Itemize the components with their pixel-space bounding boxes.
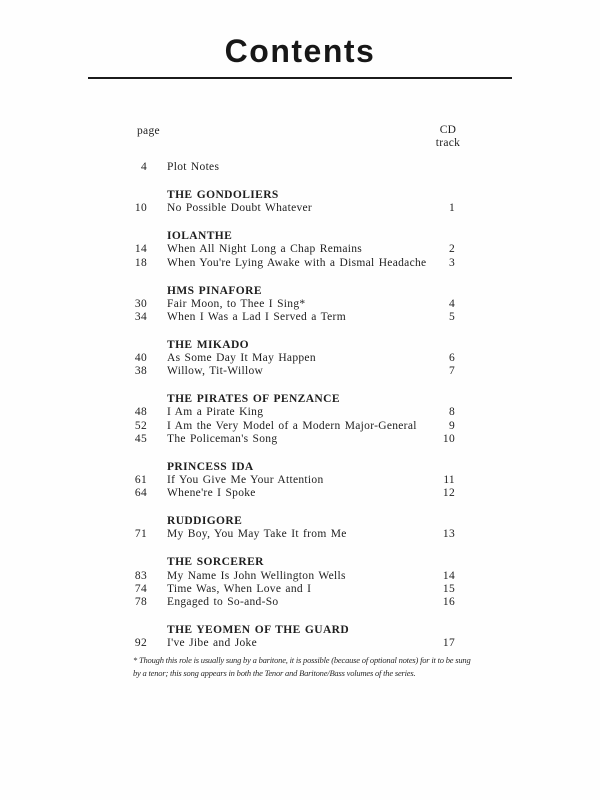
song-title: Whene're I Spoke	[167, 487, 256, 500]
song-title: My Boy, You May Take It from Me	[167, 528, 347, 541]
toc-row	[0, 583, 600, 596]
opera-group	[0, 189, 600, 215]
page-number: 64	[134, 487, 147, 500]
page-number: 40	[134, 352, 147, 365]
cd-track-number: 16	[442, 595, 455, 608]
toc-row	[0, 365, 600, 378]
toc-row	[0, 243, 600, 256]
opera-group	[0, 515, 600, 541]
toc-row	[0, 433, 600, 446]
cd-track-number: 15	[442, 582, 455, 595]
song-title: When You're Lying Awake with a Dismal Headache	[167, 256, 427, 269]
cd-label: CD	[439, 124, 457, 136]
cd-track-number: 11	[443, 473, 455, 486]
song-title: Time Was, When Love and I	[167, 582, 312, 595]
opera-section-header	[0, 624, 600, 637]
page-number: 78	[134, 595, 147, 608]
cd-track-number: 3	[448, 256, 455, 269]
page-number: 10	[134, 202, 147, 215]
page-column-header: page	[137, 125, 160, 137]
cd-track-number: 17	[442, 637, 455, 650]
page-number: 74	[134, 582, 147, 595]
cd-track-number: 14	[442, 569, 455, 582]
opera-name: THE MIKADO	[167, 338, 249, 351]
toc-row	[0, 570, 600, 583]
opera-group	[0, 339, 600, 379]
page-number: 92	[134, 637, 147, 650]
footnote: * Though this role is usually sung by a baritone, it is possible (because of optional notes) for it to be sung by a tenor; this song appears in both the Tenor and Baritone/Bass volumes of the series.	[133, 655, 471, 678]
toc-row	[0, 406, 600, 419]
page-number: 71	[134, 528, 147, 541]
entry-title: Plot Notes	[167, 161, 220, 173]
song-title: If You Give Me Your Attention	[167, 473, 324, 486]
opera-name: THE PIRATES OF PENZANCE	[167, 393, 340, 406]
opera-group	[0, 461, 600, 501]
opera-group	[0, 624, 600, 650]
page-number: 18	[134, 256, 147, 269]
track-label: track	[435, 136, 461, 149]
opera-name: PRINCESS IDA	[167, 460, 254, 473]
page-number: 30	[134, 297, 147, 310]
opera-name: THE SORCERER	[167, 556, 264, 569]
cd-track-column-header	[420, 124, 476, 150]
cd-track-number: 10	[442, 432, 455, 445]
page-number: 83	[134, 569, 147, 582]
opera-name: THE GONDOLIERS	[167, 188, 279, 201]
song-title: I Am the Very Model of a Modern Major-General	[167, 419, 417, 432]
cd-track-number: 9	[448, 419, 455, 432]
page-number: 38	[134, 365, 147, 378]
opera-section-header	[0, 230, 600, 243]
song-title: My Name Is John Wellington Wells	[167, 569, 346, 582]
page-number: 52	[134, 419, 147, 432]
cd-track-number: 8	[448, 406, 455, 419]
toc-row	[0, 202, 600, 215]
page-number: 45	[134, 432, 147, 445]
song-title: I Am a Pirate King	[167, 406, 264, 419]
cd-track-number: 6	[448, 352, 455, 365]
opera-group	[0, 393, 600, 446]
cd-track-number: 5	[448, 310, 455, 323]
title-rule	[88, 77, 512, 79]
toc-row	[0, 637, 600, 650]
toc-row	[0, 420, 600, 433]
cd-track-number: 4	[448, 297, 455, 310]
page-title: Contents	[224, 33, 376, 69]
opera-section-header	[0, 461, 600, 474]
page-number: 61	[134, 473, 147, 486]
song-title: Engaged to So-and-So	[167, 595, 279, 608]
song-title: Willow, Tit-Willow	[167, 365, 264, 378]
opera-section-header	[0, 393, 600, 406]
toc-row	[0, 257, 600, 270]
song-title: When I Was a Lad I Served a Term	[167, 310, 346, 323]
cd-track-number: 7	[448, 365, 455, 378]
opera-section-header	[0, 189, 600, 202]
opera-name: THE YEOMEN OF THE GUARD	[167, 623, 350, 636]
toc-row	[0, 474, 600, 487]
opera-name: RUDDIGORE	[167, 515, 243, 528]
toc-row	[0, 487, 600, 500]
cd-track-number: 12	[442, 487, 455, 500]
toc-row	[0, 596, 600, 609]
page-number: 34	[134, 310, 147, 323]
song-title: I've Jibe and Joke	[167, 637, 257, 650]
toc-row	[0, 352, 600, 365]
page-number: 14	[134, 243, 147, 256]
page-number: 4	[140, 161, 147, 173]
song-title: When All Night Long a Chap Remains	[167, 243, 363, 256]
opera-section-header	[0, 285, 600, 298]
opera-section-header	[0, 339, 600, 352]
toc-row	[0, 528, 600, 541]
opera-name: IOLANTHE	[167, 230, 233, 243]
opera-name: HMS PINAFORE	[167, 284, 262, 297]
cd-track-number: 2	[448, 243, 455, 256]
opera-section-header	[0, 556, 600, 569]
page-number: 48	[134, 406, 147, 419]
cd-track-number: 13	[442, 528, 455, 541]
opera-section-header	[0, 515, 600, 528]
song-title: Fair Moon, to Thee I Sing*	[167, 297, 306, 310]
song-title: No Possible Doubt Whatever	[167, 202, 313, 215]
toc-row	[0, 298, 600, 311]
toc-body	[0, 161, 600, 650]
opera-group	[0, 230, 600, 270]
song-title: The Policeman's Song	[167, 432, 278, 445]
opera-group	[0, 285, 600, 325]
toc-row	[0, 311, 600, 324]
opera-group	[0, 556, 600, 609]
song-title: As Some Day It May Happen	[167, 352, 316, 365]
cd-track-number: 1	[448, 202, 455, 215]
toc-row	[0, 161, 600, 174]
